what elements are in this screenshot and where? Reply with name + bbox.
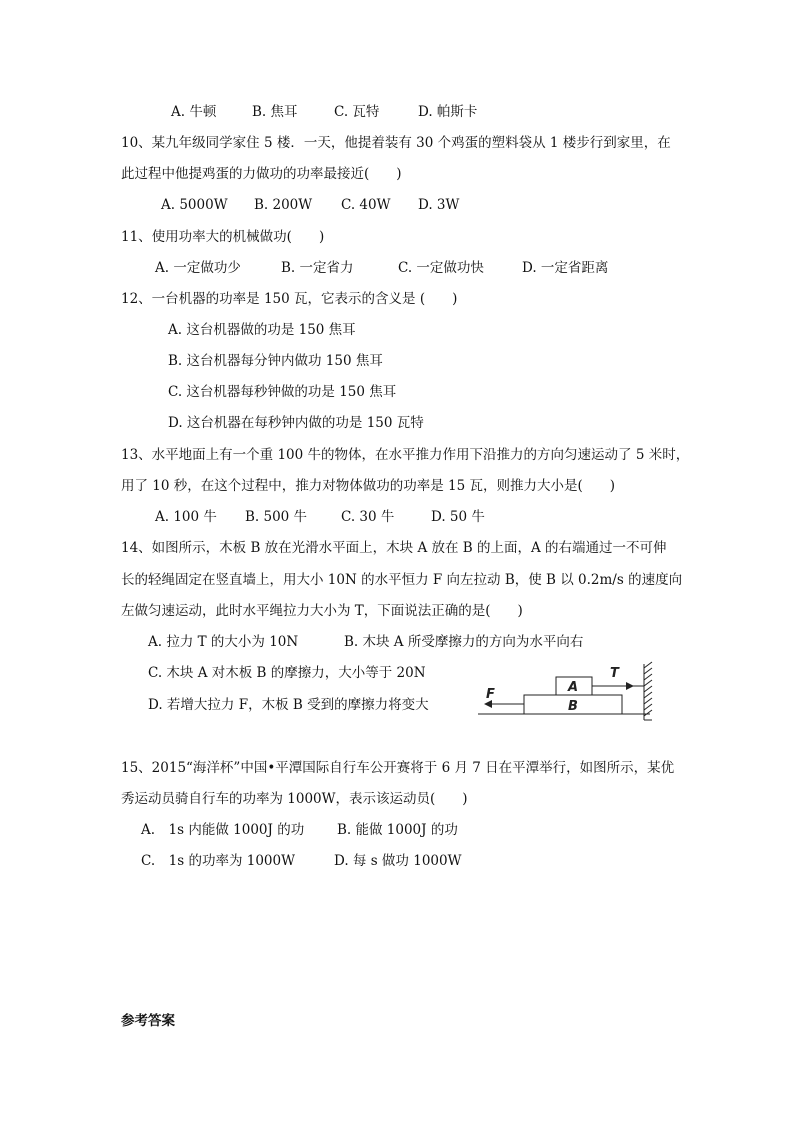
q12-option-c: C. 这台机器每秒钟做的功是 150 焦耳 <box>168 384 397 400</box>
q12-option-b: B. 这台机器每分钟内做功 150 焦耳 <box>168 353 383 369</box>
answers-title: 参考答案 <box>121 1013 175 1029</box>
q10-option-a: A. 5000W <box>161 197 228 213</box>
q13-option-a: A. 100 牛 <box>155 509 217 525</box>
q15-option-a: A. 1s 内能做 1000J 的功 <box>141 822 305 838</box>
q11-option-a: A. 一定做功少 <box>155 260 241 276</box>
q15-stem-line1: 15、2015“海洋杯”中国•平潭国际自行车公开赛将于 6 月 7 日在平潭举行，如图所示，某优 <box>121 760 675 776</box>
q10-option-b: B. 200W <box>254 197 313 213</box>
q15-stem-line2: 秀运动员骑自行车的功率为 1000W，表示该运动员( ) <box>121 791 468 807</box>
q11-option-b: B. 一定省力 <box>281 260 354 276</box>
q12-stem: 12、一台机器的功率是 150 瓦，它表示的含义是 ( ) <box>121 291 458 307</box>
q9-option-c: C. 瓦特 <box>334 104 380 120</box>
label-b: B <box>568 699 578 714</box>
q10-stem-line2: 此过程中他提鸡蛋的力做功的功率最接近( ) <box>121 166 402 182</box>
q10-stem-line1: 10、某九年级同学家住 5 楼．一天，他提着装有 30 个鸡蛋的塑料袋从 1 楼步行到家里，在 <box>121 135 671 151</box>
q11-option-d: D. 一定省距离 <box>522 260 609 276</box>
q13-option-c: C. 30 牛 <box>341 509 395 525</box>
q9-option-b: B. 焦耳 <box>252 104 298 120</box>
label-a: A <box>568 680 579 695</box>
q14-option-b: B. 木块 A 所受摩擦力的方向为水平向右 <box>344 634 584 650</box>
q15-option-d: D. 每 s 做功 1000W <box>334 853 462 869</box>
q13-option-d: D. 50 牛 <box>431 509 485 525</box>
q15-option-c: C. 1s 的功率为 1000W <box>141 853 295 869</box>
q9-option-a: A. 牛顿 <box>171 104 217 120</box>
q13-stem-line1: 13、水平地面上有一个重 100 牛的物体，在水平推力作用下沿推力的方向匀速运动了 5 米时， <box>121 447 690 463</box>
q14-figure <box>478 660 660 724</box>
q11-stem: 11、使用功率大的机械做功( ) <box>121 229 325 245</box>
q10-option-c: C. 40W <box>341 197 391 213</box>
q15-option-b: B. 能做 1000J 的功 <box>337 822 458 838</box>
q12-option-d: D. 这台机器在每秒钟内做的功是 150 瓦特 <box>168 415 424 431</box>
q9-option-d: D. 帕斯卡 <box>418 104 478 120</box>
q13-stem-line2: 用了 10 秒，在这个过程中，推力对物体做功的功率是 15 瓦，则推力大小是( ) <box>121 478 616 494</box>
label-f: F <box>486 687 495 702</box>
q14-stem-line3: 左做匀速运动，此时水平绳拉力大小为 T，下面说法正确的是( ) <box>121 603 523 619</box>
q14-option-c: C. 木块 A 对木板 B 的摩擦力，大小等于 20N <box>148 665 426 681</box>
q14-option-d: D. 若增大拉力 F，木板 B 受到的摩擦力将变大 <box>148 697 429 713</box>
label-t: T <box>610 666 619 681</box>
wall <box>644 662 652 720</box>
q12-option-a: A. 这台机器做的功是 150 焦耳 <box>168 322 356 338</box>
q13-option-b: B. 500 牛 <box>245 509 308 525</box>
arrow-t-head <box>626 682 634 690</box>
q11-option-c: C. 一定做功快 <box>398 260 484 276</box>
q14-stem-line1: 14、如图所示，木板 B 放在光滑水平面上，木块 A 放在 B 的上面，A 的右端通过一不可伸 <box>121 540 667 556</box>
q14-option-a: A. 拉力 T 的大小为 10N <box>148 634 299 650</box>
q10-option-d: D. 3W <box>418 197 460 213</box>
q14-stem-line2: 长的轻绳固定在竖直墙上，用大小 10N 的水平恒力 F 向左拉动 B，使 B 以 0.2m/s 的速度向 <box>121 572 683 588</box>
